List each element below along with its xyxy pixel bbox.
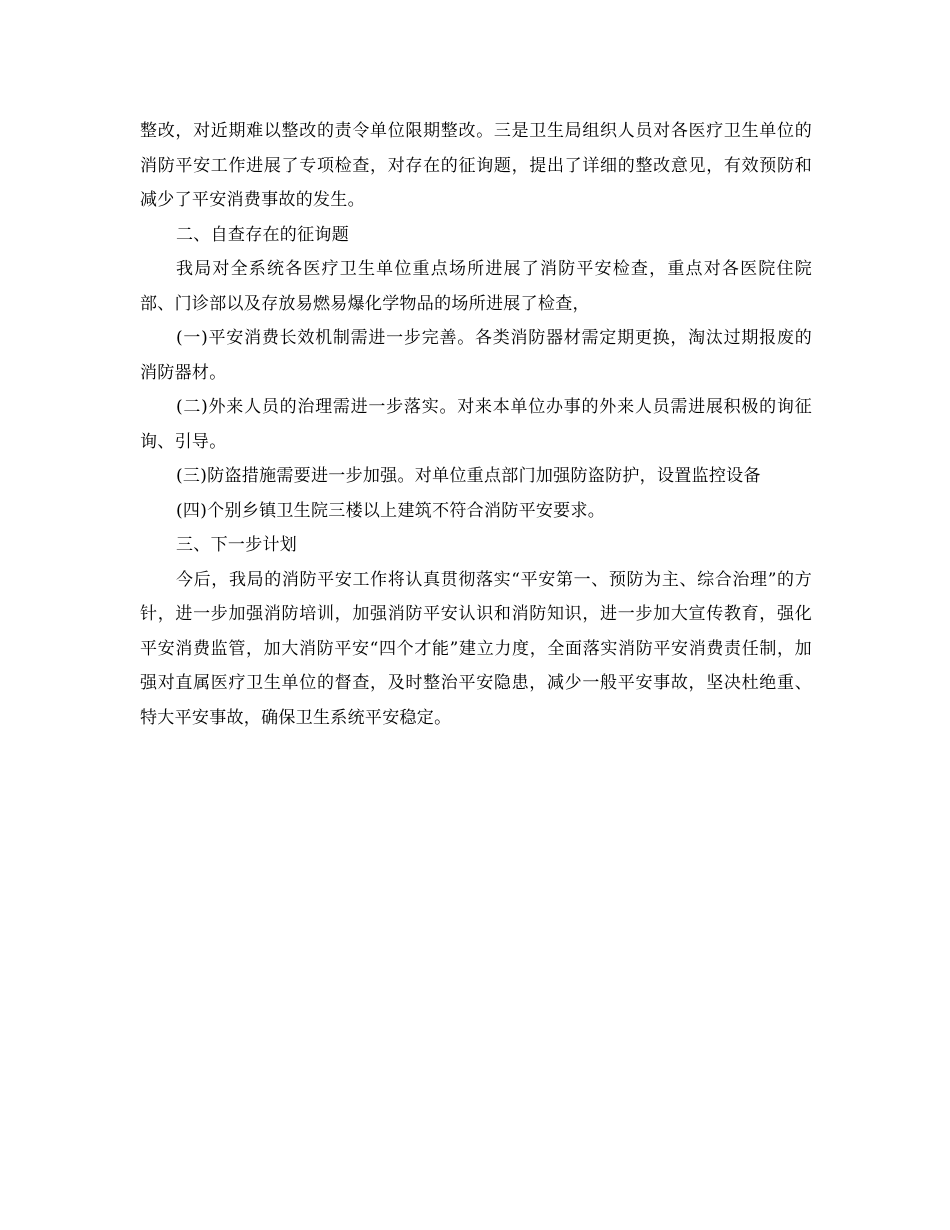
section-heading-next-plan: 三、下一步计划	[176, 535, 298, 555]
document-body	[140, 114, 812, 735]
issue-item-4: (四)个别乡镇卫生院三楼以上建筑不符合消防平安要求。	[176, 500, 606, 521]
issue-item-2: (二)外来人员的治理需进一步落实。对来本单位办事的外来人员需进展积极的询征询、引导。	[140, 397, 812, 452]
paragraph-next-plan: 今后，我局的消防平安工作将认真贯彻落实“平安第一、预防为主、综合治理”的方针，进一步加强消防培训，加强消防平安认识和消防知识，进一步加大宣传教育，强化平安消费监管，加大消防平安“四个才能”建立力度，全面落实消防平安消费责任制，加强对直属医疗卫生单位的督查，及时整治平安隐患，减少一般平安事故，坚决杜绝重、特大平安事故，确保卫生系统平安稳定。	[140, 569, 812, 728]
issue-item-1: (一)平安消费长效机制需进一步完善。各类消防器材需定期更换，淘汰过期报废的消防器材。	[140, 328, 812, 383]
section-heading-self-check-issues: 二、自查存在的征询题	[176, 224, 349, 245]
paragraph-inspection-summary: 我局对全系统各医疗卫生单位重点场所进展了消防平安检查，重点对各医院住院部、门诊部以及存放易燃易爆化学物品的场所进展了检查，	[140, 259, 812, 314]
issue-item-3: (三)防盗措施需要进一步加强。对单位重点部门加强防盗防护，设置监控设备	[176, 466, 761, 486]
paragraph-rectification-continued: 整改，对近期难以整改的责令单位限期整改。三是卫生局组织人员对各医疗卫生单位的消防平安工作进展了专项检查，对存在的征询题，提出了详细的整改意见，有效预防和减少了平安消费事故的发生。	[140, 121, 812, 210]
